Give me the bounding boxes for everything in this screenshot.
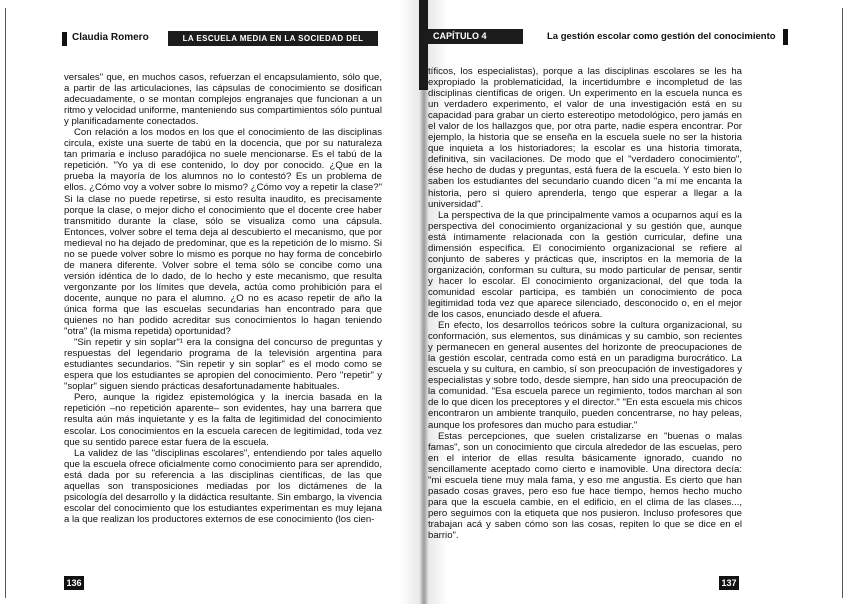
right-paragraph-1: tíficos, los especialistas), porque a las disciplinas escolares se les ha expropiado la problematicidad, la incertidumbre e incompletud de las disciplinas científicas de origen. Un experimento en la escuela nunca es un verdadero experimento, el valor de una investigación está en su capacidad para grabar un cierto estereotipo metodológico, pero jamás en el valor de los hallazgos que, por otra parte, nadie espera encontrar. Por ejemplo, la historia que se enseña en la escuela suele no ser la historia que inquieta a los historiadores; la escolar es una historia timorata, definitiva, sin vacilaciones. De modo que el "verdadero conocimiento", ése hecho de dudas y preguntas, está fuera de la escuela. Y esto bien lo saben los estudiantes del secundario cuando dicen "a mí me encanta la historia, pero si quiero aprenderla, tengo que esperar a llegar a la universidad". — [428, 66, 742, 210]
left-header-bar — [62, 32, 67, 46]
left-page-number: 136 — [64, 576, 84, 590]
right-paragraph-2: La perspectiva de la que principalmente vamos a ocuparnos aquí es la perspectiva del conocimiento organizacional y su gestión que, aunque está íntimamente relacionada con la gestión curricular, define una dimensión específica. El conocimiento organizacional se refiere al conjunto de saberes y prácticas que, inscriptos en la memoria de la organización, conforman su cultura, su modo particular de pensar, sentir y hacer lo escolar. El conocimiento organizacional, del que toda la comunidad escolar participa, es también un conocimiento de poca legitimidad toda vez que aparece silenciado, desconocido o, en el mejor de los casos, enunciado desde el afuera. — [428, 209, 742, 321]
right-body-text — [428, 66, 742, 541]
left-paragraph-3: "Sin repetir y sin soplar"¹ era la consigna del concurso de preguntas y respuestas del legendario programa de la televisión argentina para estudiantes secundarios. "Sin repetir y sin soplar" es el modo como se espera que los estudiantes se apropien del conocimiento. Pero "repetir" y "soplar" siguen siendo prácticas desafortunadamente habituales. — [64, 337, 382, 393]
spine-shadow — [419, 0, 428, 90]
right-header-bar — [783, 29, 788, 45]
left-author: Claudia Romero — [72, 32, 149, 43]
left-page — [0, 0, 420, 604]
right-running-head: La gestión escolar como gestión del conocimiento — [547, 31, 776, 42]
left-paragraph-4: Pero, aunque la rigidez epistemológica y la inercia basada en la repetición –no repetición aparente– son evidentes, hay una barrera que resulta aún más inquietante y es la falta de legitimidad del conocimiento escolar. Los conocimientos en la escuela carecen de legitimidad, toda vez que su sentido parece estar fuera de la escuela. — [64, 392, 382, 448]
left-paragraph-5: La validez de las "disciplinas escolares", entendiendo por tales aquello que la escuela ofrece oficialmente como conocimiento para ser aprendido, está dada por su referencia a las disciplinas científicas, de las que aquellas son transposiciones mediadas por los dictámenes de la psicología del desarrollo y la didáctica resultante. Sin embargo, la vivencia escolar del conocimiento que los estudiantes experimentan es muy lejana a la que realizan los productores externos de ese conocimiento (los cien- — [64, 447, 382, 525]
left-body-text — [64, 72, 382, 525]
left-paragraph-1: versales" que, en muchos casos, refuerzan el encapsulamiento, sólo que, a partir de las articulaciones, las cápsulas de conocimiento se dosifican adecuadamente, o se montan complejos engranajes que funcionan a un ritmo y velocidad uniforme, manteniendo sus compartimientos sólo puntual y planificadamente conectados. — [64, 72, 382, 128]
right-chapter-label: CAPÍTULO 4 — [425, 29, 523, 44]
right-edge-line — [842, 8, 843, 598]
right-page-number: 137 — [719, 576, 739, 590]
right-paragraph-3: En efecto, los desarrollos teóricos sobre la cultura organizacional, su conformación, sus elementos, sus dinámicas y su cambio, son recientes y permanecen en general ausentes del horizonte de preocupaciones de la gestión escolar, centrada como está en un paradigma burocrático. La escuela y su cultura, en cambio, sí son preocupación de investigadores y especialistas y sobre todo, desde siempre, han sido una preocupación de la comunidad. "Esa escuela parece un regimiento, todos marchan al son de lo que dicen los preceptores y el director." "En esta escuela mis chicos encontraron un ambiente tranquilo, pueden concentrarse, no hay peleas, aunque los profesores dan mucho para estudiar." — [428, 320, 742, 431]
left-running-head: LA ESCUELA MEDIA EN LA SOCIEDAD DEL CONOCIMIENTO — [168, 31, 378, 46]
right-paragraph-4: Estas percepciones, que suelen cristalizarse en "buenas o malas famas", son un conocimiento que circula alrededor de las escuelas, pero en el interior de ellas resulta básicamente ignorado, cuando no sencillamente aceptado como cierto e inamovible. Una directora decía: "mi escuela tiene muy mala fama, y eso me angustia. Es cierto que han pasado cosas graves, pero eso fue hace tiempo, hemos hecho mucho para que la escuela cambie, en el edificio, en el clima de las clases..., pero seguimos con la etiqueta que nos pusieron. Incluso profesores que trabajan acá y saben cómo son las cosas, repiten lo que se dice en el barrio". — [428, 430, 742, 541]
left-paragraph-2: Con relación a los modos en los que el conocimiento de las disciplinas circula, existe una suerte de tabú en la docencia, que por su naturaleza tan primaria e incluso paradójica no suele mencionarse. Es el tabú de la repetición. "Yo ya di ese contenido, lo doy por conocido. ¿Que en la prueba la mayoría de los alumnos no lo contestó? Es un problema de ellos. ¿Cómo voy a volver sobre lo mismo? ¿Cómo voy a repetir la clase?" Si la clase no puede repetirse, si esto resulta inaudito, es precisamente porque la clase, o mejor dicho el conocimiento que el docente cree haber transmitido durante la clase, sólo se visualiza como una cápsula. Entonces, volver sobre el tema deja al descubierto el mecanismo, que por medieval no ha dejado de predominar, que es la repetición de lo mismo. Si no se puede volver sobre lo mismo es porque no hay forma de concebirlo de manera diferente. Volver sobre el tema sólo se concibe como una versión idéntica de lo dado, de lo hecho y este mecanismo, que resulta vergonzante por los límites que devela, actúa como prohibición para el docente, aunque no para el alumno. ¿O no es acaso repetir de año la única forma que las escuelas secundarias han encontrado para que quienes no han podido acreditar sus conocimientos lo hagan teniendo "otra" (la misma repetida) oportunidad? — [64, 127, 382, 338]
